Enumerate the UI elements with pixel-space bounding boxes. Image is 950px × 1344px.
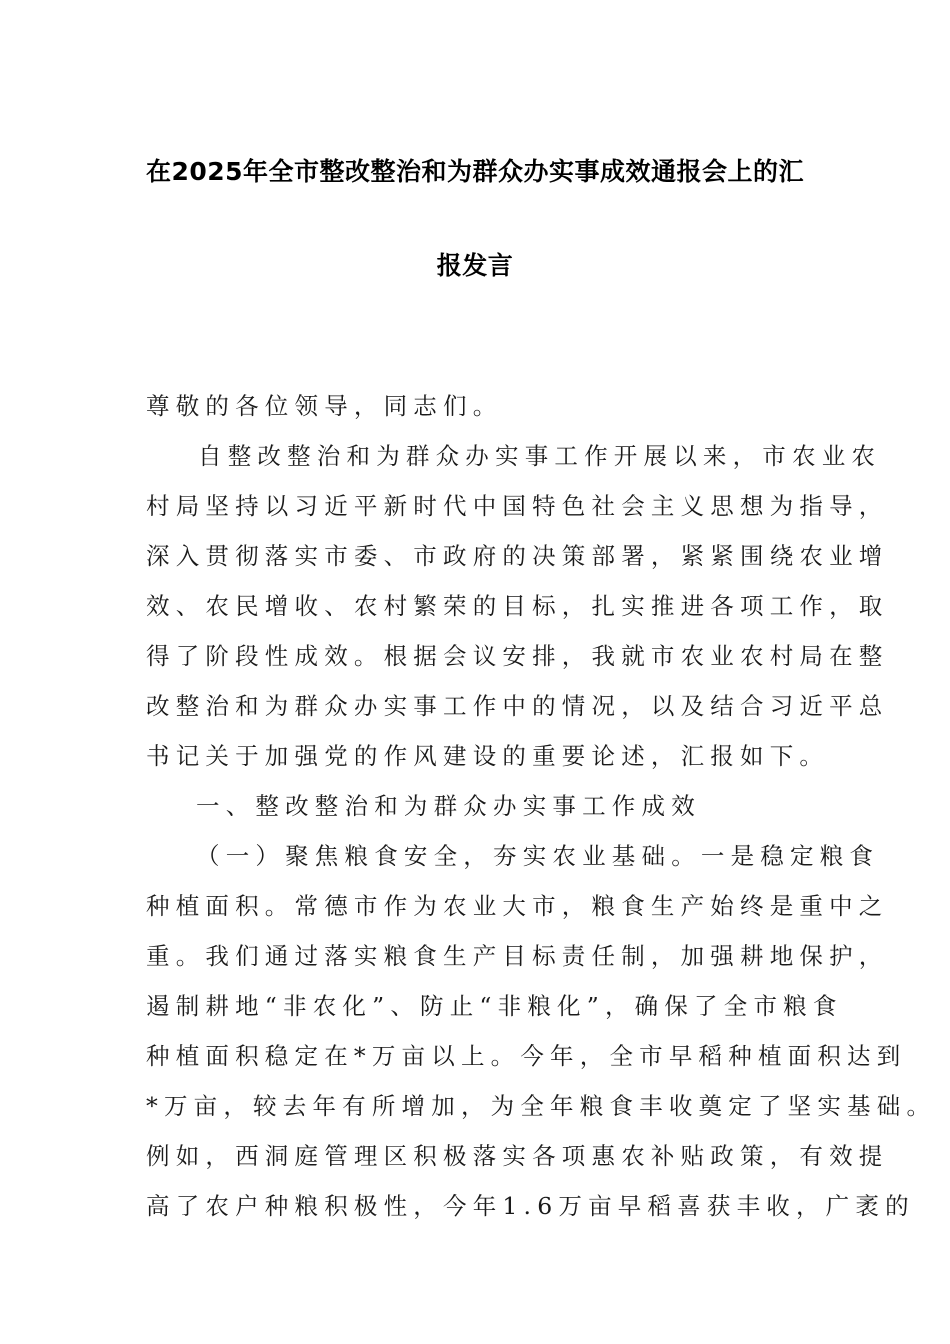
body-line: 得了阶段性成效。根据会议安排，我就市农业农村局在整 <box>146 642 889 670</box>
body-line: 例如，西洞庭管理区积极落实各项惠农补贴政策，有效提 <box>146 1142 889 1170</box>
body-line: 高了农户种粮积极性，今年1.6万亩早稻喜获丰收，广袤的 <box>146 1192 915 1220</box>
body-line: 村局坚持以习近平新时代中国特色社会主义思想为指导， <box>146 492 889 520</box>
body-line: 种植面积稳定在*万亩以上。今年，全市早稻种植面积达到 <box>146 1042 907 1070</box>
body-line: 深入贯彻落实市委、市政府的决策部署，紧紧围绕农业增 <box>146 542 889 570</box>
body-line: 书记关于加强党的作风建设的重要论述，汇报如下。 <box>146 742 830 770</box>
body-line: *万亩，较去年有所增加，为全年粮食丰收奠定了坚实基础。 <box>146 1092 937 1120</box>
subsection-heading-line: （一）聚焦粮食安全，夯实农业基础。一是稳定粮食 <box>196 842 880 870</box>
body-line: 改整治和为群众办实事工作中的情况，以及结合习近平总 <box>146 692 889 720</box>
body-line: 自整改整治和为群众办实事工作开展以来，市农业农 <box>198 442 882 470</box>
body-line: 重。我们通过落实粮食生产目标责任制，加强耕地保护， <box>146 942 889 970</box>
section-heading: 一、整改整治和为群众办实事工作成效 <box>196 792 701 820</box>
body-line: 种植面积。常德市作为农业大市，粮食生产始终是重中之 <box>146 892 889 920</box>
document-title-line-2: 报发言 <box>436 251 514 280</box>
document-title-line-1: 在2025年全市整改整治和为群众办实事成效通报会上的汇 <box>145 157 805 186</box>
salutation: 尊敬的各位领导，同志们。 <box>146 392 503 420</box>
body-line: 遏制耕地“非农化”、防止“非粮化”，确保了全市粮食 <box>146 992 843 1020</box>
body-line: 效、农民增收、农村繁荣的目标，扎实推进各项工作，取 <box>146 592 889 620</box>
